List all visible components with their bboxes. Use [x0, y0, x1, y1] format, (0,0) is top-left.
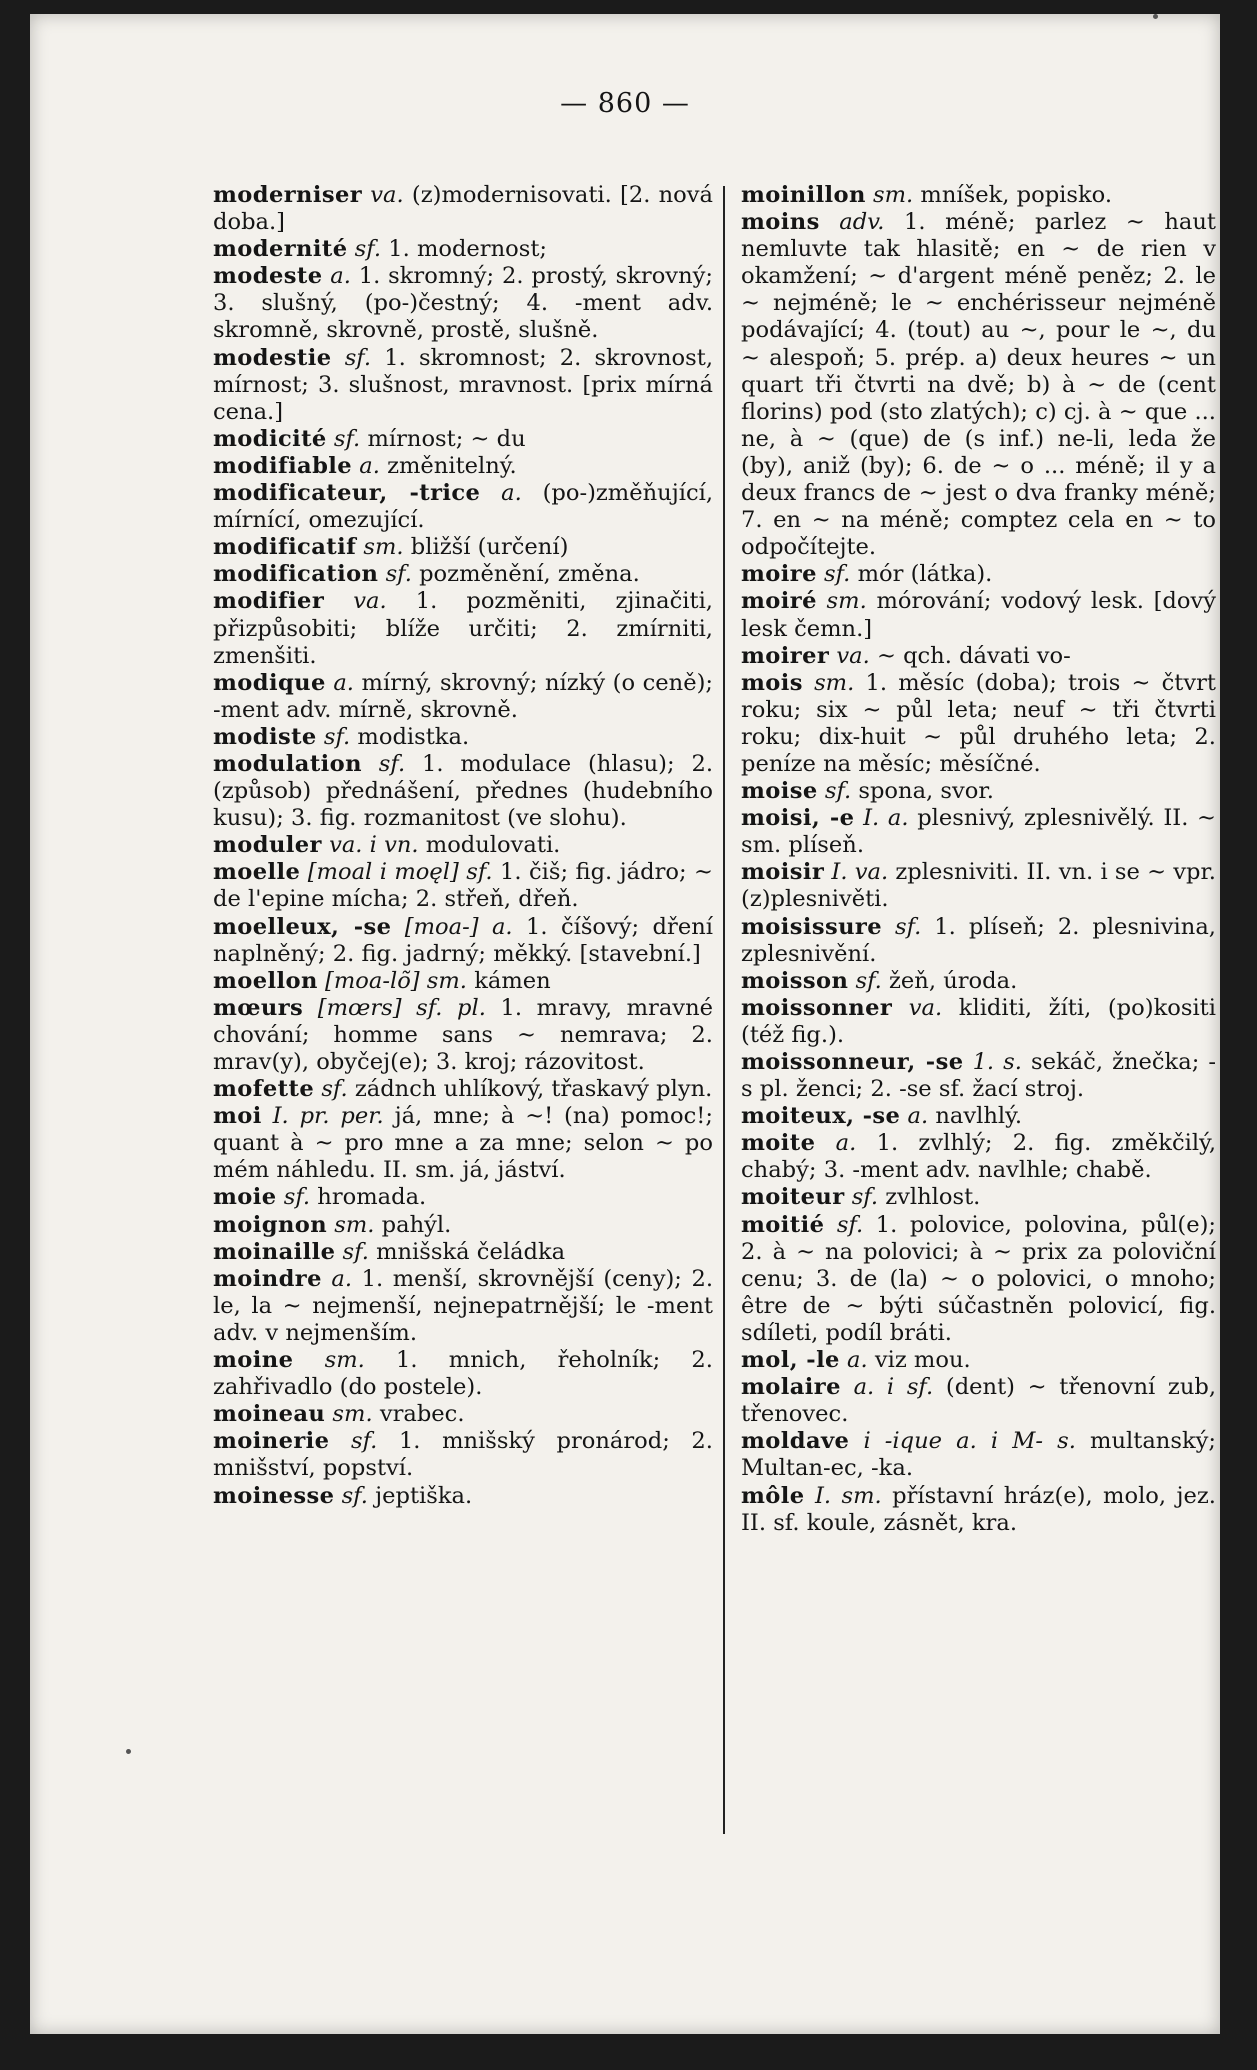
dictionary-entry	[741, 1103, 1216, 1130]
left-column	[213, 182, 713, 1510]
dictionary-entry	[741, 805, 1216, 859]
entry-grammar: a.	[359, 452, 380, 479]
dictionary-entry	[741, 1483, 1216, 1537]
entry-headword: moissonneur, -se	[741, 1049, 964, 1075]
entry-definition: mnišská čeládka	[376, 1238, 566, 1265]
entry-grammar: va.	[353, 588, 387, 615]
entry-grammar: sm.	[332, 1401, 373, 1428]
entry-grammar: I. pr. per.	[272, 1103, 384, 1130]
entry-headword: modificatif	[213, 534, 357, 561]
column-divider	[723, 186, 725, 1834]
entry-headword: modification	[213, 561, 379, 588]
entry-grammar: sf.	[341, 1482, 368, 1509]
entry-headword: moiré	[741, 588, 817, 615]
dictionary-entry	[213, 832, 713, 859]
entry-grammar: a.	[501, 480, 522, 507]
entry-definition: 1. modernost;	[388, 236, 548, 263]
entry-definition: spona, svor.	[858, 778, 994, 805]
dictionary-entry	[741, 209, 1216, 561]
entry-definition: 1. modulace (hlasu); 2. (způsob) přednášení, přednes (hudebního kusu); 3. fig. rozmanitost (ve slohu).	[213, 750, 714, 832]
entry-definition: 1. mnišský pronárod; 2. mnišství, popství.	[213, 1428, 713, 1482]
entry-grammar: [moal i moęl] sf.	[307, 859, 493, 886]
entry-headword: moissonner	[741, 994, 893, 1021]
entry-definition: kámen	[474, 967, 551, 994]
entry-headword: moisissure	[741, 913, 883, 940]
entry-definition: pozměnění, změna.	[419, 561, 640, 588]
entry-definition: já, mne; à ~! (na) pomoc!; quant à ~ pro mne a za mne; selon ~ po mém náhledu. II. sm. já, jáství.	[213, 1103, 713, 1184]
dictionary-entry	[741, 1130, 1216, 1184]
dictionary-entry	[213, 1483, 713, 1510]
entry-headword: molaire	[741, 1374, 841, 1401]
entry-definition: plesnivý, zplesnivělý. II. ~ sm. plíseň.	[741, 805, 1216, 859]
entry-headword: modulation	[213, 750, 362, 777]
dictionary-entry	[741, 1049, 1216, 1103]
entry-definition: žeň, úroda.	[889, 967, 1018, 994]
entry-headword: moisir	[741, 859, 825, 886]
entry-definition: 1. pozměniti, zjinačiti, přizpůsobiti; blíže určiti; 2. zmírniti, zmenšiti.	[213, 588, 713, 669]
entry-headword: mofette	[213, 1076, 315, 1103]
scan-speck	[1153, 14, 1158, 19]
entry-grammar: sf.	[342, 1238, 369, 1265]
entry-headword: modifier	[213, 588, 325, 615]
entry-definition: 1. polovice, polovina, půl(e); 2. à ~ na polovici; à ~ prix za poloviční cenu; 3. de (la) ~ o polovici, o mnoho; être de ~ býti súčastněn polovicí, fig. sdíleti, podíl bráti.	[741, 1211, 1216, 1346]
dictionary-entry	[213, 1266, 713, 1347]
entry-grammar: sf.	[836, 1211, 864, 1238]
entry-definition: pahýl.	[381, 1211, 452, 1238]
entry-headword: modificateur, -trice	[213, 480, 481, 507]
entry-grammar: adv.	[839, 209, 885, 236]
entry-grammar: sm.	[363, 534, 404, 561]
entry-headword: modicité	[213, 425, 327, 452]
entry-grammar: va.	[908, 994, 943, 1021]
entry-grammar: sf.	[855, 967, 882, 994]
entry-headword: moldave	[741, 1428, 850, 1455]
entry-grammar: sm.	[873, 182, 914, 208]
entry-grammar: sf.	[354, 236, 382, 263]
entry-definition: (z)modernisovati. [2. nová doba.]	[213, 182, 713, 236]
dictionary-entry	[213, 1103, 713, 1184]
entry-grammar: sf.	[851, 1184, 879, 1211]
entry-grammar: I. a.	[863, 805, 909, 832]
entry-grammar: sf.	[321, 1076, 348, 1103]
entry-headword: moins	[741, 209, 820, 236]
entry-definition: jeptiška.	[375, 1482, 473, 1509]
entry-headword: moelle	[213, 859, 301, 886]
entry-grammar: i -ique a. i M- s.	[863, 1428, 1076, 1455]
entry-definition: změnitelný.	[387, 452, 517, 479]
entry-headword: mol, -le	[741, 1347, 840, 1374]
entry-definition: 1. méně; parlez ~ haut nemluvte tak hlasitě; en ~ de rien v okamžení; ~ d'argent méně peněz; 2. le ~ nejméně; le ~ enchérisseur nejméně podávající; 4. (tout) au ~, pour le ~, du ~ alespoň; 5. prép. a) deux heures ~ un quart tři čtvrti na dvě; b) à ~ de (cent florins) pod (sto zlatých); c) cj. à ~ que ... ne, à ~ (que) de (s inf.) ne-li, leda že (by), aniž (by); 6. de ~ o ... méně; il y a deux francs de ~ jest o dva franky méně; 7. en ~ na méně; comptez cela en ~ to odpočítejte.	[741, 209, 1216, 561]
dictionary-entry	[741, 1374, 1216, 1428]
entry-headword: moignon	[213, 1211, 328, 1238]
dictionary-entry	[213, 426, 713, 453]
right-column	[741, 182, 1216, 1537]
entry-definition: mór (látka).	[857, 561, 993, 588]
entry-headword: moindre	[213, 1265, 322, 1292]
entry-grammar: a. i sf.	[853, 1374, 934, 1401]
entry-definition: zvlhlost.	[885, 1184, 981, 1211]
entry-grammar: a.	[330, 263, 351, 290]
entry-headword: moellon	[213, 967, 318, 994]
dictionary-entry	[741, 670, 1216, 778]
entry-definition: sekáč, žnečka; -s pl. ženci; 2. -se sf. žací stroj.	[741, 1049, 1217, 1103]
entry-headword: moirer	[741, 642, 830, 669]
entry-grammar: sm.	[814, 669, 855, 696]
entry-definition: mníšek, popisko.	[920, 182, 1113, 208]
entry-grammar: [moa-lõ] sm.	[325, 967, 467, 994]
entry-definition: mírnost; ~ du	[367, 425, 526, 452]
dictionary-entry	[213, 859, 713, 913]
entry-grammar: sm.	[826, 588, 867, 615]
entry-headword: mœurs	[213, 994, 304, 1021]
entry-definition: mórování; vodový lesk. [dový lesk čemn.]	[741, 588, 1217, 642]
dictionary-entry	[213, 345, 713, 426]
dictionary-entry	[741, 859, 1216, 913]
entry-grammar: sm.	[334, 1211, 375, 1238]
entry-headword: moinerie	[213, 1428, 330, 1455]
dictionary-entry	[741, 778, 1216, 805]
entry-headword: moinesse	[213, 1482, 335, 1509]
entry-grammar: sf.	[824, 561, 851, 588]
entry-definition: 1. mnich, řeholník; 2. zahřivadlo (do postele).	[213, 1347, 713, 1401]
entry-definition: modistka.	[357, 723, 470, 750]
dictionary-entry	[213, 1239, 713, 1266]
entry-definition: 1. skromný; 2. prostý, skrovný; 3. slušný, (po-)čestný; 4. -ment adv. skromně, skrovně, prostě, slušně.	[213, 263, 714, 344]
entry-grammar: a.	[835, 1130, 857, 1157]
entry-definition: zádnch uhlíkový, třaskavý plyn.	[354, 1076, 713, 1103]
entry-grammar: a.	[331, 1265, 353, 1292]
entry-definition: multanský; Multan-ec, -ka.	[741, 1428, 1217, 1482]
entry-headword: moinillon	[741, 182, 866, 208]
entry-grammar: a.	[333, 669, 354, 696]
entry-grammar: va.	[836, 642, 870, 669]
entry-definition: přístavní hráz(e), molo, jez. II. sf. koule, zásnět, kra.	[741, 1482, 1216, 1536]
dictionary-entry	[213, 914, 713, 968]
dictionary-entry	[213, 995, 713, 1076]
entry-definition: vrabec.	[379, 1401, 465, 1428]
dictionary-entry	[213, 670, 713, 724]
entry-headword: modifiable	[213, 452, 353, 479]
entry-definition: kliditi, žíti, (po)kositi (též fig.).	[741, 994, 1216, 1048]
dictionary-entry	[213, 1401, 713, 1428]
entry-headword: moelleux, -se	[213, 913, 392, 940]
entry-definition: 1. čiš; fig. jádro; ~ de l'epine mícha; 2. střeň, dřeň.	[213, 859, 713, 913]
dictionary-entry	[213, 724, 713, 751]
dictionary-entry	[741, 182, 1216, 209]
dictionary-entry	[213, 1184, 713, 1211]
entry-headword: moine	[213, 1347, 294, 1374]
entry-grammar: sf.	[894, 913, 922, 940]
dictionary-entry	[741, 1212, 1216, 1347]
dictionary-entry	[741, 1184, 1216, 1211]
dictionary-entry	[213, 588, 713, 669]
dictionary-entry	[213, 1347, 713, 1401]
entry-grammar: I. va.	[831, 859, 889, 886]
dictionary-entry	[741, 561, 1216, 588]
entry-headword: modique	[213, 669, 326, 696]
entry-grammar: sf.	[378, 750, 406, 777]
entry-headword: modernité	[213, 236, 348, 263]
dictionary-entry	[741, 588, 1216, 642]
dictionary-entry	[741, 995, 1216, 1049]
entry-headword: moire	[741, 561, 817, 588]
entry-definition: 1. menší, skrovnější (ceny); 2. le, la ~ nejmenší, nejnepatrnější; le -ment adv. v nejmenším.	[213, 1265, 714, 1346]
dictionary-entry	[741, 914, 1216, 968]
entry-grammar: 1. s.	[972, 1049, 1022, 1075]
dictionary-entry	[213, 968, 713, 995]
entry-headword: moisi, -e	[741, 805, 855, 832]
entry-definition: navlhlý.	[935, 1103, 1023, 1130]
entry-definition: 1. plíseň; 2. plesnivina, zplesnivění.	[741, 913, 1216, 967]
entry-grammar: a.	[847, 1347, 868, 1374]
entry-grammar: sf.	[323, 723, 351, 750]
entry-grammar: va. i vn.	[329, 832, 419, 859]
entry-headword: moie	[213, 1184, 277, 1211]
entry-definition: 1. číšový; dření naplněný; 2. fig. jadrný; měkký. [stavební.]	[213, 913, 713, 967]
scan-speck	[126, 1749, 131, 1754]
entry-headword: moderniser	[213, 182, 363, 208]
dictionary-entry	[213, 1212, 713, 1239]
entry-headword: moiteux, -se	[741, 1103, 901, 1130]
entry-headword: moineau	[213, 1401, 326, 1428]
dictionary-entry	[213, 453, 713, 480]
entry-headword: mois	[741, 669, 803, 696]
entry-grammar: sf.	[344, 344, 372, 371]
page-number: — 860 —	[560, 88, 690, 119]
entry-definition: 1. skromnost; 2. skrovnost, mírnost; 3. slušnost, mravnost. [prix mírná cena.]	[213, 344, 714, 425]
entry-headword: moiteur	[741, 1184, 845, 1211]
entry-headword: modiste	[213, 723, 317, 750]
entry-definition: bližší (určení)	[410, 534, 569, 561]
entry-grammar: sf.	[283, 1184, 311, 1211]
entry-definition: zplesniviti. II. vn. i se ~ vpr. (z)plesnivěti.	[741, 859, 1216, 913]
entry-definition: 1. mravy, mravné chování; homme sans ~ nemrava; 2. mrav(y), obyčej(e); 3. kroj; rázovitost.	[213, 994, 713, 1075]
entry-headword: môle	[741, 1482, 805, 1509]
entry-headword: moise	[741, 778, 818, 805]
dictionary-entry	[741, 643, 1216, 670]
entry-definition: viz mou.	[874, 1347, 971, 1374]
entry-grammar: [moa-] a.	[404, 913, 513, 940]
entry-definition: (dent) ~ třenovní zub, třenovec.	[741, 1374, 1217, 1428]
entry-grammar: [mœrs] sf. pl.	[317, 994, 486, 1021]
entry-headword: moduler	[213, 832, 322, 859]
entry-headword: moisson	[741, 967, 849, 994]
entry-definition: 1. zvlhlý; 2. fig. změkčilý, chabý; 3. -ment adv. navlhle; chabě.	[741, 1130, 1217, 1184]
dictionary-entry	[213, 1076, 713, 1103]
entry-definition: (po-)změňující, mírnící, omezující.	[213, 480, 714, 534]
dictionary-page	[30, 14, 1220, 2034]
dictionary-entry	[213, 1428, 713, 1482]
dictionary-entry	[213, 236, 713, 263]
entry-grammar: sf.	[333, 425, 361, 452]
entry-grammar: sm.	[324, 1347, 365, 1374]
dictionary-entry	[213, 534, 713, 561]
entry-grammar: sf.	[824, 778, 852, 805]
entry-headword: moinaille	[213, 1238, 336, 1265]
entry-definition: hromada.	[317, 1184, 427, 1211]
dictionary-entry	[741, 1347, 1216, 1374]
entry-headword: moite	[741, 1130, 816, 1157]
dictionary-entry	[213, 480, 713, 534]
entry-definition: ~ qch. dávati vo-	[876, 642, 1071, 669]
dictionary-entry	[741, 968, 1216, 995]
entry-grammar: va.	[370, 182, 404, 208]
entry-headword: modestie	[213, 344, 332, 371]
entry-headword: modeste	[213, 263, 323, 290]
dictionary-entry	[213, 182, 713, 236]
entry-grammar: sf.	[385, 561, 412, 588]
entry-grammar: sf.	[351, 1428, 378, 1455]
entry-definition: 1. měsíc (doba); trois ~ čtvrt roku; six ~ půl leta; neuf ~ tři čtvrti roku; dix-huit ~ půl druhého leta; 2. peníze na měsíc; měsíčné.	[741, 669, 1217, 777]
entry-definition: mírný, skrovný; nízký (o ceně); -ment adv. mírně, skrovně.	[213, 669, 714, 723]
entry-grammar: I. sm.	[814, 1482, 882, 1509]
entry-headword: moi	[213, 1103, 262, 1130]
entry-headword: moitié	[741, 1211, 825, 1238]
entry-grammar: a.	[907, 1103, 929, 1130]
dictionary-entry	[213, 751, 713, 832]
entry-definition: modulovati.	[425, 832, 561, 859]
dictionary-entry	[741, 1428, 1216, 1482]
dictionary-entry	[213, 561, 713, 588]
dictionary-entry	[213, 263, 713, 344]
